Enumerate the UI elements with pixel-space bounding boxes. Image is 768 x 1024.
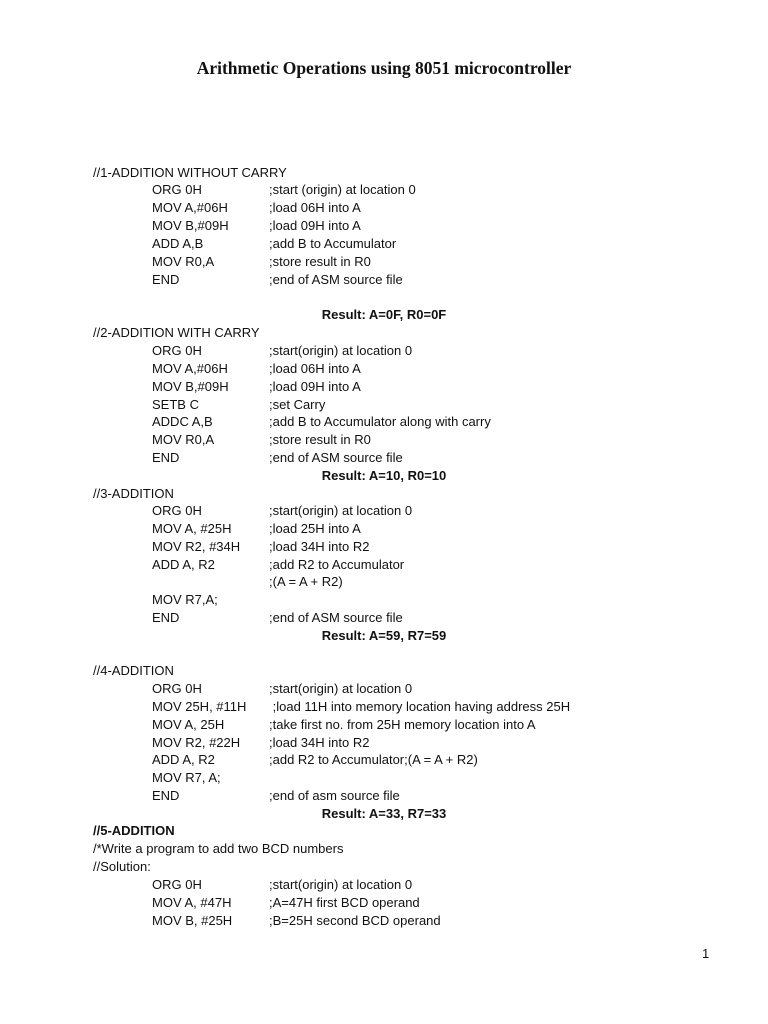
code-line: MOV R0,A xyxy=(152,254,215,269)
code-line: ORG 0H xyxy=(152,182,202,197)
code-comment: ;end of ASM source file xyxy=(269,272,403,287)
code-line: MOV A, #47H xyxy=(152,895,232,910)
code-line: MOV R2, #22H xyxy=(152,735,241,750)
result-line: Result: A=59, R7=59 xyxy=(321,628,447,643)
code-line: MOV A,#06H xyxy=(152,361,228,376)
code-line: ORG 0H xyxy=(152,503,202,518)
code-comment: ;load 09H into A xyxy=(269,379,361,394)
code-line: MOV R7,A; xyxy=(152,592,218,607)
code-line: MOV A, #25H xyxy=(152,521,232,536)
code-comment: ;load 11H into memory location having address 25H xyxy=(269,699,571,714)
section-heading: //3-ADDITION xyxy=(93,486,174,501)
code-comment: ;load 06H into A xyxy=(269,361,361,376)
code-comment: ;load 09H into A xyxy=(269,218,361,233)
code-line: SETB C xyxy=(152,397,199,412)
code-comment: ;store result in R0 xyxy=(269,254,371,269)
code-comment: ;set Carry xyxy=(269,397,326,412)
code-line: ADD A, R2 xyxy=(152,557,215,572)
section-heading: //2-ADDITION WITH CARRY xyxy=(93,325,260,340)
code-comment: ;load 34H into R2 xyxy=(269,539,370,554)
code-line: ADD A, R2 xyxy=(152,752,215,767)
section-heading: //5-ADDITION xyxy=(93,823,175,838)
code-comment: ;start(origin) at location 0 xyxy=(269,343,413,358)
section-heading: //1-ADDITION WITHOUT CARRY xyxy=(93,165,287,180)
code-comment: ;start(origin) at location 0 xyxy=(269,877,413,892)
code-comment: ;load 25H into A xyxy=(269,521,361,536)
code-comment: ;load 34H into R2 xyxy=(269,735,370,750)
code-comment: ;add R2 to Accumulator;(A = A + R2) xyxy=(269,752,478,767)
note-line: //Solution: xyxy=(93,859,151,874)
code-line: MOV R0,A xyxy=(152,432,215,447)
code-line: MOV B,#09H xyxy=(152,218,229,233)
code-comment: ;start(origin) at location 0 xyxy=(269,503,413,518)
code-comment: ;start (origin) at location 0 xyxy=(269,182,416,197)
page-number: 1 xyxy=(702,946,710,961)
code-line: ORG 0H xyxy=(152,343,202,358)
code-comment: ;load 06H into A xyxy=(269,200,361,215)
note-line: /*Write a program to add two BCD numbers xyxy=(93,841,344,856)
code-comment: ;add B to Accumulator along with carry xyxy=(269,414,491,429)
code-line: ADDC A,B xyxy=(152,414,213,429)
result-line: Result: A=0F, R0=0F xyxy=(321,307,447,322)
code-comment: ;add B to Accumulator xyxy=(269,236,397,251)
code-comment: ;start(origin) at location 0 xyxy=(269,681,413,696)
code-line: END xyxy=(152,272,180,287)
code-line: ORG 0H xyxy=(152,681,202,696)
result-line: Result: A=33, R7=33 xyxy=(321,806,447,821)
code-comment: ;end of asm source file xyxy=(269,788,400,803)
code-comment: ;end of ASM source file xyxy=(269,450,403,465)
code-line: END xyxy=(152,788,180,803)
code-line: END xyxy=(152,610,180,625)
result-line: Result: A=10, R0=10 xyxy=(321,468,447,483)
code-line: MOV A, 25H xyxy=(152,717,225,732)
code-line: END xyxy=(152,450,180,465)
code-line: MOV B, #25H xyxy=(152,913,233,928)
code-line: MOV R7, A; xyxy=(152,770,221,785)
code-comment: ;add R2 to Accumulator xyxy=(269,557,405,572)
code-comment: ;A=47H first BCD operand xyxy=(269,895,420,910)
code-line: MOV 25H, #11H xyxy=(152,699,247,714)
code-line: ADD A,B xyxy=(152,236,204,251)
code-comment: ;B=25H second BCD operand xyxy=(269,913,441,928)
section-heading: //4-ADDITION xyxy=(93,663,174,678)
code-line: ORG 0H xyxy=(152,877,202,892)
code-comment: ;store result in R0 xyxy=(269,432,371,447)
code-comment: ;(A = A + R2) xyxy=(269,574,343,589)
code-line: MOV A,#06H xyxy=(152,200,228,215)
code-comment: ;end of ASM source file xyxy=(269,610,403,625)
code-comment: ;take first no. from 25H memory location into A xyxy=(269,717,536,732)
code-line: MOV R2, #34H xyxy=(152,539,241,554)
code-line: MOV B,#09H xyxy=(152,379,229,394)
page-title: Arithmetic Operations using 8051 microcontroller xyxy=(196,58,572,78)
